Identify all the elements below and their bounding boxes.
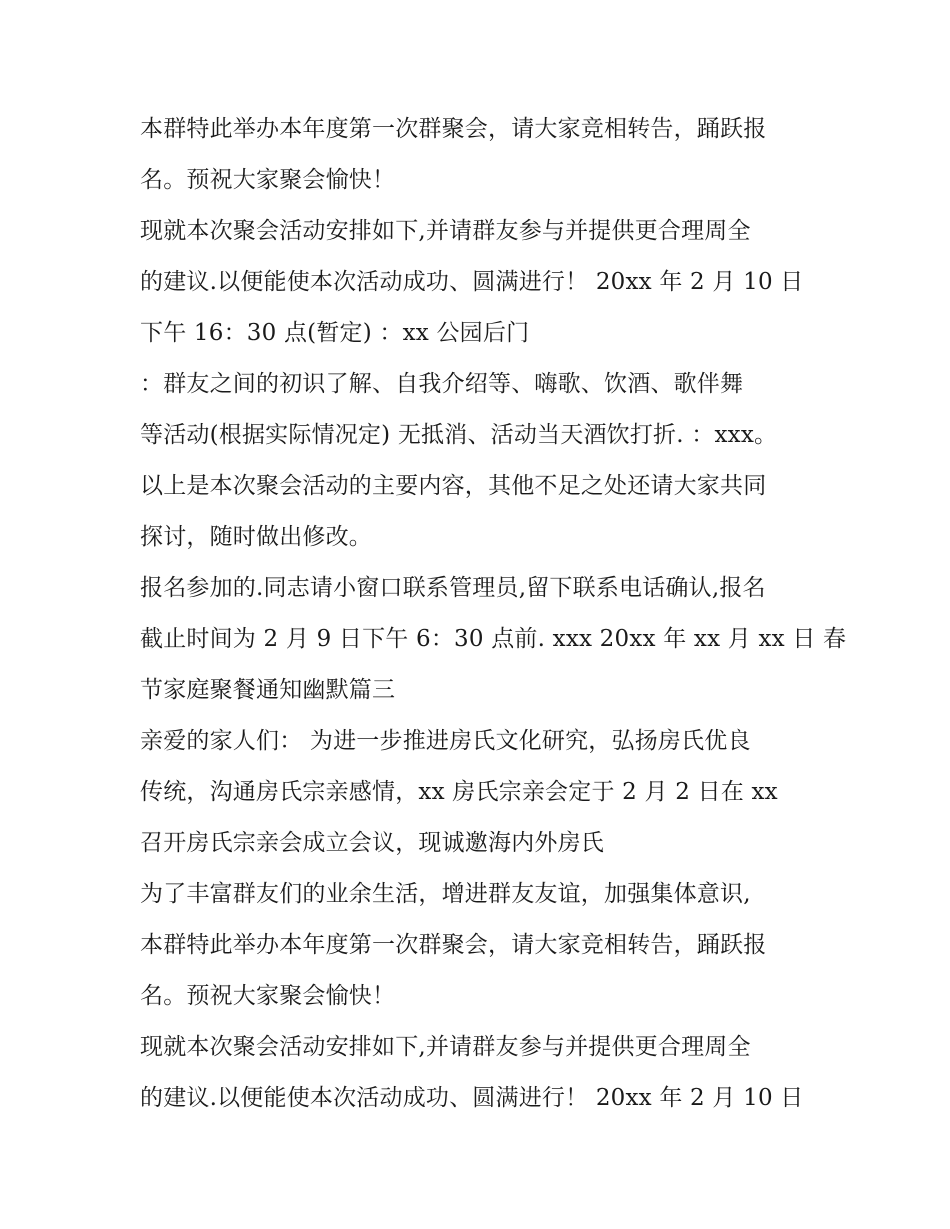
text-line: 传统，沟通房氏宗亲感情，xx 房氏宗亲会定于 2 月 2 日在 xx xyxy=(140,779,778,805)
text-line: 报名参加的.同志请小窗口联系管理员,留下联系电话确认,报名 xyxy=(140,575,766,601)
text-line: 名。预祝大家聚会愉快！ xyxy=(140,983,396,1009)
text-line: 本群特此举办本年度第一次群聚会，请大家竞相转告，踊跃报 xyxy=(140,932,767,958)
text-line: 的建议.以便能使本次活动成功、圆满进行！ 20xx 年 2 月 10 日 xyxy=(140,269,804,295)
text-line: 截止时间为 2 月 9 日下午 6：30 点前. xxx 20xx 年 xx 月 xx 日 春 xyxy=(140,626,847,652)
text-line: 现就本次聚会活动安排如下,并请群友参与并提供更合理周全 xyxy=(140,1034,751,1060)
text-line: 名。预祝大家聚会愉快！ xyxy=(140,167,396,193)
document-body xyxy=(140,104,847,1124)
text-line: 节家庭聚餐通知幽默篇三 xyxy=(140,677,396,703)
text-line: 探讨，随时做出修改。 xyxy=(140,524,372,550)
text-line: 亲爱的家人们： 为进一步推进房氏文化研究，弘扬房氏优良 xyxy=(140,728,751,754)
text-line: 以上是本次聚会活动的主要内容，其他不足之处还请大家共同 xyxy=(140,473,767,499)
text-line: ：群友之间的初识了解、自我介绍等、嗨歌、饮酒、歌伴舞 xyxy=(140,371,744,397)
text-line: 等活动(根据实际情况定) 无抵消、活动当天酒饮打折. ：xxx。 xyxy=(140,422,778,448)
text-line: 现就本次聚会活动安排如下,并请群友参与并提供更合理周全 xyxy=(140,218,751,244)
text-line: 召开房氏宗亲会成立会议，现诚邀海内外房氏 xyxy=(140,830,604,856)
text-line: 的建议.以便能使本次活动成功、圆满进行！ 20xx 年 2 月 10 日 xyxy=(140,1085,804,1111)
text-line: 为了丰富群友们的业余生活，增进群友友谊，加强集体意识, xyxy=(140,881,751,907)
text-line: 下午 16：30 点(暂定) ：xx 公园后门 xyxy=(140,320,530,346)
text-line: 本群特此举办本年度第一次群聚会，请大家竞相转告，踊跃报 xyxy=(140,116,767,142)
